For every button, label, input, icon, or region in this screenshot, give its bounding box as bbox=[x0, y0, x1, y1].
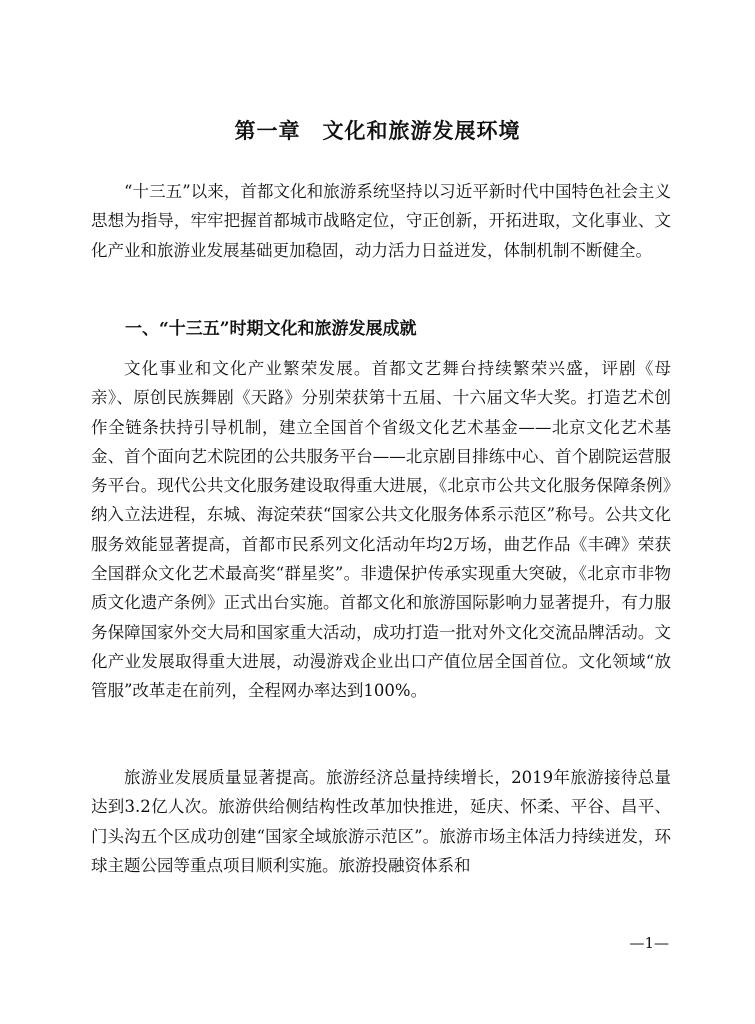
culture-paragraph: 文化事业和文化产业繁荣发展。首都文艺舞台持续繁荣兴盛，评剧《母亲》、原创民族舞剧《天路》分别荣获第十五届、十六届文华大奖。打造艺术创作全链条扶持引导机制，建立全国首个省级文化艺术基金——北京文化艺术基金、首个面向艺术院团的公共服务平台——北京剧目排练中心、首个剧院运营服务平台。现代公共文化服务建设取得重大进展，《北京市公共文化服务保障条例》纳入立法进程，东城、海淀荣获“国家公共文化服务体系示范区”称号。公共文化服务效能显著提高，首都市民系列文化活动年均2万场，曲艺作品《丰碑》荣获全国群众文化艺术最高奖“群星奖”。非遗保护传承实现重大突破，《北京市非物质文化遗产条例》正式出台实施。首都文化和旅游国际影响力显著提升，有力服务保障国家外交大局和国家重大活动，成功打造一批对外文化交流品牌活动。文化产业发展取得重大进展，动漫游戏企业出口产值位居全国首位。文化领域“放管服”改革走在前列，全程网办率达到100%。 bbox=[91, 359, 671, 701]
intro-paragraph: “十三五”以来，首都文化和旅游系统坚持以习近平新时代中国特色社会主义思想为指导，牢牢把握首都城市战略定位，守正创新，开拓进取，文化事业、文化产业和旅游业发展基础更加稳固，动力活力日益迸发，体制机制不断健全。 bbox=[91, 182, 671, 260]
chapter-title: 第一章 文化和旅游发展环境 bbox=[234, 118, 521, 143]
page-number: —1— bbox=[629, 934, 669, 952]
tourism-paragraph: 旅游业发展质量显著提高。旅游经济总量持续增长，2019年旅游接待总量达到3.2亿人次。旅游供给侧结构性改革加快推进，延庆、怀柔、平谷、昌平、门头沟五个区成功创建“国家全域旅游示范区”。旅游市场主体活力持续迸发，环球主题公园等重点项目顺利实施。旅游投融资体系和 bbox=[91, 768, 671, 875]
section-heading: 一、“十三五”时期文化和旅游发展成就 bbox=[125, 319, 417, 339]
